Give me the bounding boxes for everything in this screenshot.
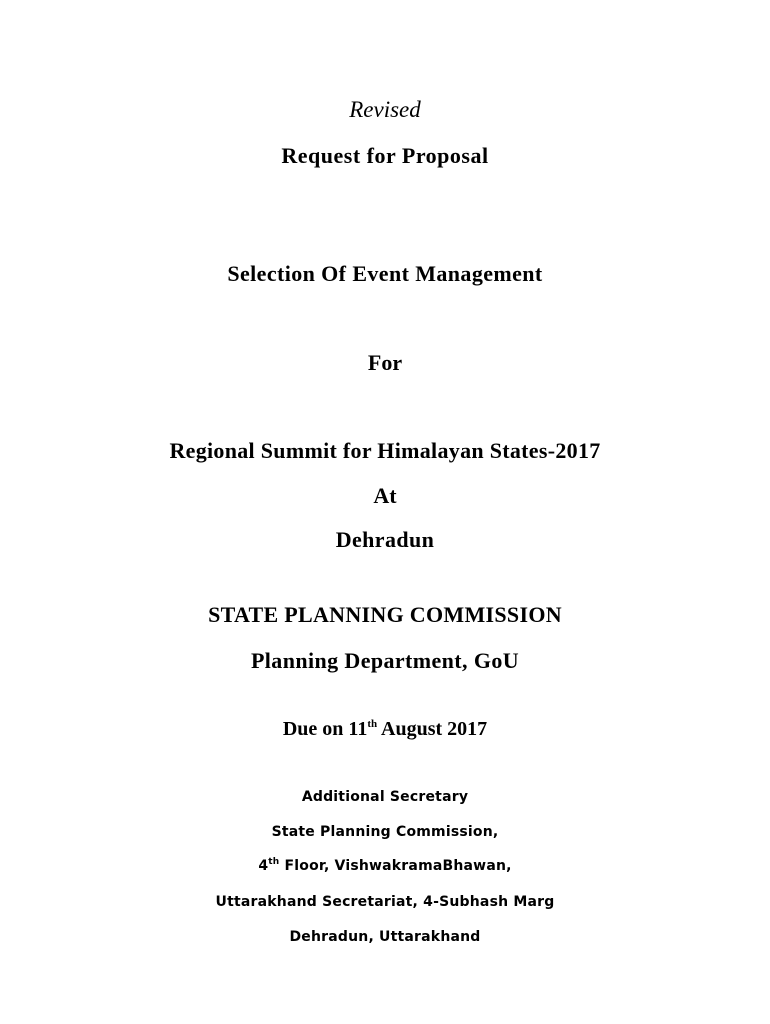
- due-date-suffix: August 2017: [377, 718, 488, 740]
- event-location: Dehradun: [335, 527, 435, 552]
- subject-heading: Selection Of Event Management: [227, 261, 543, 286]
- address-line-office: State Planning Commission,: [271, 824, 499, 840]
- address-floor-ordinal: th: [268, 857, 280, 867]
- address-line-floor: [0, 858, 770, 874]
- revised-label: Revised: [349, 97, 421, 122]
- address-floor-building: Floor, VishwakramaBhawan,: [279, 858, 512, 874]
- organization-name: STATE PLANNING COMMISSION: [208, 602, 562, 627]
- connector-for: For: [367, 350, 403, 375]
- address-line-designation: Additional Secretary: [301, 789, 469, 805]
- connector-at: At: [373, 483, 397, 508]
- address-line-city: Dehradun, Uttarakhand: [289, 929, 481, 945]
- address-floor-number: 4: [258, 858, 269, 874]
- address-line-street: Uttarakhand Secretariat, 4-Subhash Marg: [215, 894, 555, 910]
- due-date: [0, 718, 770, 741]
- due-date-ordinal: th: [367, 718, 378, 730]
- due-date-prefix: Due on 11: [282, 718, 368, 740]
- department-name: Planning Department, GoU: [250, 648, 520, 673]
- document-title: Request for Proposal: [281, 143, 489, 168]
- event-name: Regional Summit for Himalayan States-2017: [169, 438, 601, 463]
